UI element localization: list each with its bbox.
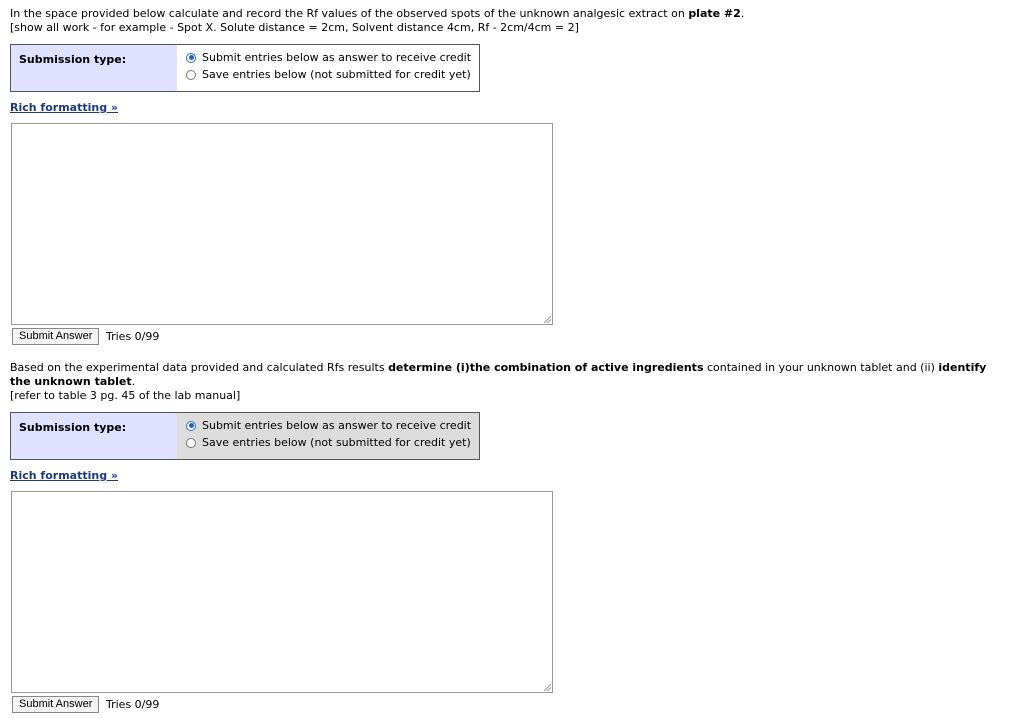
radio-selected-icon[interactable] bbox=[186, 421, 196, 431]
submit-for-credit-option[interactable] bbox=[186, 417, 479, 434]
radio-selected-icon[interactable] bbox=[186, 53, 196, 63]
resize-grip-icon[interactable] bbox=[544, 684, 551, 691]
save-entries-label: Save entries below (not submitted for credit yet) bbox=[202, 436, 471, 449]
save-entries-option[interactable] bbox=[186, 434, 479, 451]
question-1-line2: [show all work - for example - Spot X. Solute distance = 2cm, Solvent distance 4cm, Rf - 2cm/4cm = 2] bbox=[10, 21, 579, 34]
question-2-text: Based on the experimental data provided and calculated Rfs results determine (i)the combination of active ingredients contained in your unknown tablet and (ii) identify the unknown tablet. bbox=[10, 361, 987, 388]
question-2-submit-answer-button[interactable]: Submit Answer bbox=[12, 696, 99, 713]
resize-grip-icon[interactable] bbox=[544, 316, 551, 323]
submit-for-credit-option[interactable] bbox=[186, 49, 479, 66]
question-1-submit-answer-button[interactable]: Submit Answer bbox=[12, 328, 99, 345]
submission-options bbox=[177, 413, 479, 459]
save-entries-label: Save entries below (not submitted for credit yet) bbox=[202, 68, 471, 81]
rich-formatting-link[interactable]: Rich formatting » bbox=[10, 469, 119, 482]
radio-empty-icon[interactable] bbox=[186, 438, 196, 448]
question-2-answer-textarea[interactable] bbox=[11, 491, 553, 693]
save-entries-option[interactable] bbox=[186, 66, 479, 83]
submission-type-label: Submission type: bbox=[11, 45, 177, 91]
question-2-prompt bbox=[10, 361, 1010, 403]
question-2-tries-counter: Tries 0/99 bbox=[106, 698, 160, 711]
question-1-tries-counter: Tries 0/99 bbox=[106, 330, 160, 343]
question-2-line2: [refer to table 3 pg. 45 of the lab manual] bbox=[10, 389, 241, 402]
question-1-line1: In the space provided below calculate and record the Rf values of the observed spots of the unknown analgesic extract on plate #2. bbox=[10, 7, 745, 20]
submit-for-credit-label: Submit entries below as answer to receive credit bbox=[202, 419, 472, 432]
submit-for-credit-label: Submit entries below as answer to receive credit bbox=[202, 51, 472, 64]
question-1-submission-type-box bbox=[10, 44, 480, 92]
question-1-prompt bbox=[10, 7, 1010, 35]
submission-options bbox=[177, 45, 479, 91]
radio-empty-icon[interactable] bbox=[186, 70, 196, 80]
submission-type-label: Submission type: bbox=[11, 413, 177, 459]
question-1-answer-textarea[interactable] bbox=[11, 123, 553, 325]
question-2-submission-type-box bbox=[10, 412, 480, 460]
rich-formatting-link[interactable]: Rich formatting » bbox=[10, 101, 119, 114]
